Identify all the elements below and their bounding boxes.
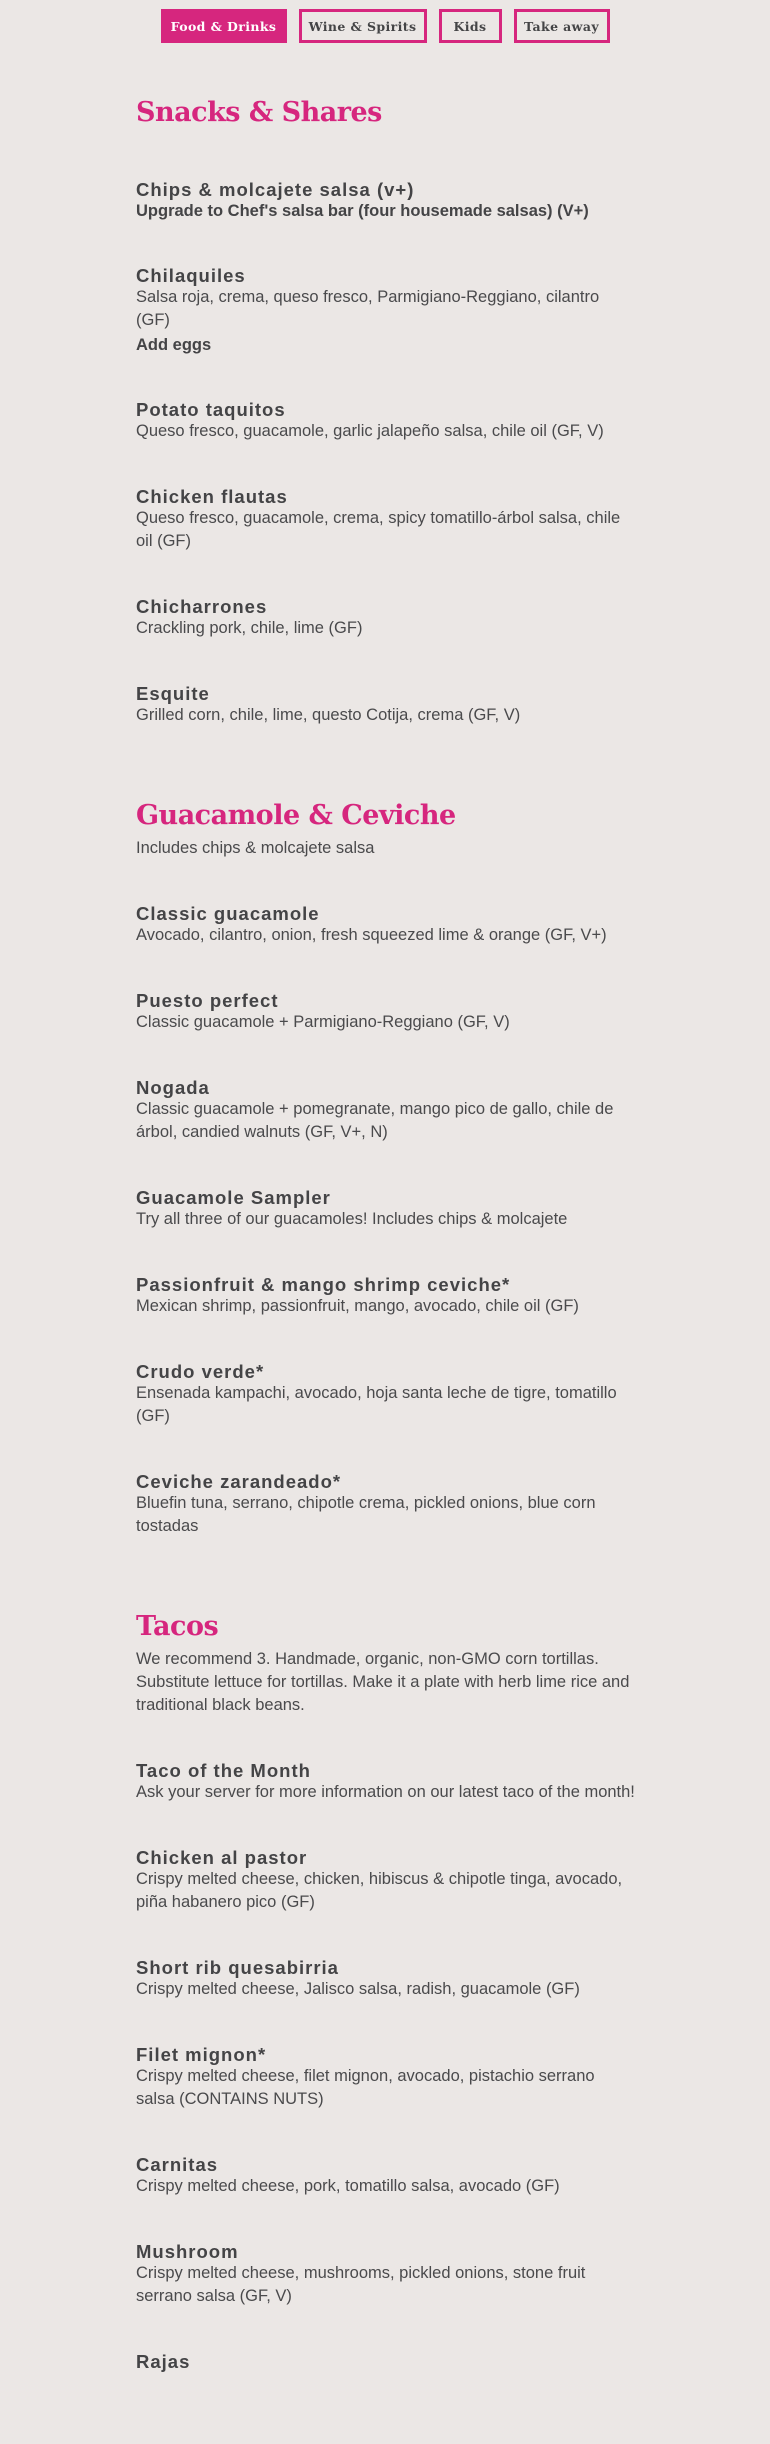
item-name: Guacamole Sampler [136,1187,331,1208]
item-name: Nogada [136,1077,210,1098]
item-name: Potato taquitos [136,399,286,420]
tab-food-drinks[interactable]: Food & Drinks [161,9,287,43]
item-description: Crispy melted cheese, Jalisco salsa, radish, guacamole (GF) [136,1980,580,1998]
item-name: Ceviche zarandeado* [136,1471,342,1492]
item-description: Classic guacamole + Parmigiano-Reggiano (GF, V) [136,1013,510,1031]
menu-item [136,1958,636,2001]
menu-item [136,180,636,222]
item-description: Grilled corn, chile, lime, questo Cotija, crema (GF, V) [136,706,521,724]
item-name: Rajas [136,2351,191,2372]
tab-wine-spirits[interactable]: Wine & Spirits [299,9,427,43]
menu-item [136,2155,636,2198]
item-name: Mushroom [136,2241,239,2262]
menu-item [136,2352,636,2372]
item-description: Crispy melted cheese, chicken, hibiscus & chipotle tinga, avocado, piña habanero pico (GF) [136,1870,623,1911]
item-name: Chicken al pastor [136,1847,308,1868]
menu-item [136,400,636,443]
item-name: Chicken flautas [136,486,288,507]
item-description: Crispy melted cheese, mushrooms, pickled onions, stone fruit serrano salsa (GF, V) [136,2264,586,2305]
menu-item [136,597,636,640]
item-name: Classic guacamole [136,903,320,924]
menu-item [136,266,636,356]
item-name: Puesto perfect [136,990,279,1011]
section-description: We recommend 3. Handmade, organic, non-GMO corn tortillas. Substitute lettuce for tortillas. Make it a plate with herb lime rice and traditional black beans. [136,1650,630,1714]
section-description: Includes chips & molcajete salsa [136,839,375,857]
menu-item [136,1472,636,1538]
menu-item [136,487,636,553]
item-name: Filet mignon* [136,2044,267,2065]
section-guacamole-ceviche [136,799,636,1538]
menu-item [136,1078,636,1144]
item-name: Chips & molcajete salsa (v+) [136,179,415,200]
item-name: Taco of the Month [136,1760,311,1781]
item-description: Mexican shrimp, passionfruit, mango, avocado, chile oil (GF) [136,1297,579,1315]
item-description: Queso fresco, guacamole, crema, spicy tomatillo-árbol salsa, chile oil (GF) [136,509,621,550]
item-description: Classic guacamole + pomegranate, mango pico de gallo, chile de árbol, candied walnuts (GF, V+, N) [136,1100,614,1141]
item-description: Crispy melted cheese, filet mignon, avocado, pistachio serrano salsa (CONTAINS NUTS) [136,2067,595,2108]
tab-take-away[interactable]: Take away [514,9,610,43]
menu-item [136,1188,636,1231]
menu-item [136,1362,636,1428]
item-description: Salsa roja, crema, queso fresco, Parmigiano-Reggiano, cilantro (GF) [136,288,600,329]
item-name: Esquite [136,683,210,704]
section-title: Tacos [136,1611,219,1642]
item-description: Crackling pork, chile, lime (GF) [136,619,363,637]
item-description: Ask your server for more information on our latest taco of the month! [136,1783,635,1801]
item-name: Chicharrones [136,596,268,617]
section-title: Snacks & Shares [136,97,382,128]
menu-item [136,1848,636,1914]
menu-content [136,96,636,2444]
item-addon: Add eggs [136,336,212,354]
section-snacks-shares [136,96,636,727]
item-description: Bluefin tuna, serrano, chipotle crema, pickled onions, blue corn tostadas [136,1494,596,1535]
item-description: Queso fresco, guacamole, garlic jalapeño salsa, chile oil (GF, V) [136,422,604,440]
menu-item [136,1275,636,1318]
item-addon: Upgrade to Chef's salsa bar (four housemade salsas) (V+) [136,202,589,220]
item-name: Crudo verde* [136,1361,265,1382]
item-name: Short rib quesabirria [136,1957,339,1978]
item-description: Avocado, cilantro, onion, fresh squeezed lime & orange (GF, V+) [136,926,607,944]
menu-item [136,904,636,947]
item-name: Carnitas [136,2154,219,2175]
menu-item [136,2242,636,2308]
item-name: Passionfruit & mango shrimp ceviche* [136,1274,511,1295]
item-description: Ensenada kampachi, avocado, hoja santa leche de tigre, tomatillo (GF) [136,1384,617,1425]
section-title: Guacamole & Ceviche [136,800,456,831]
menu-item [136,991,636,1034]
section-tacos [136,1610,636,2372]
item-description: Crispy melted cheese, pork, tomatillo salsa, avocado (GF) [136,2177,560,2195]
tab-kids[interactable]: Kids [439,9,502,43]
menu-item [136,1761,636,1804]
item-description: Try all three of our guacamoles! Includes chips & molcajete [136,1210,568,1228]
item-name: Chilaquiles [136,265,246,286]
menu-item [136,2045,636,2111]
menu-category-tabs [0,9,770,43]
menu-item [136,684,636,727]
